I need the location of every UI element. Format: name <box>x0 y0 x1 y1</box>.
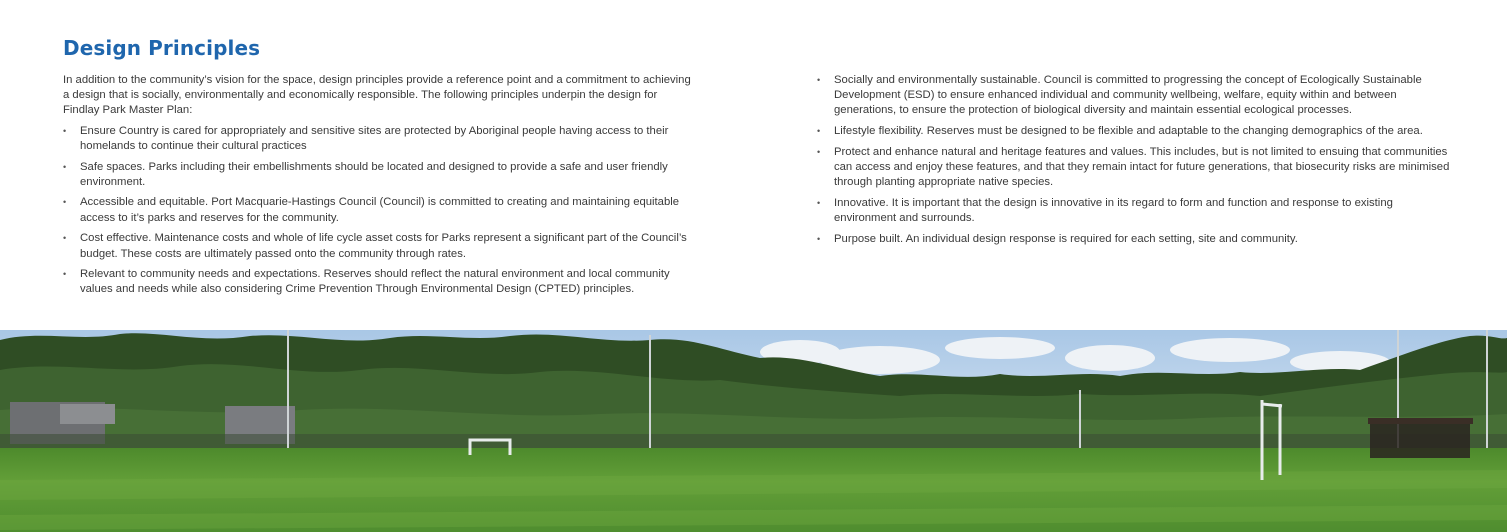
park-photo <box>0 330 1507 532</box>
principle-item: • Innovative. It is important that the design is innovative in its regard to form and function and response to existing environment and surrounds. <box>817 196 1452 226</box>
principle-item: • Purpose built. An individual design response is required for each setting, site and community. <box>817 232 1452 247</box>
page-title: Design Principles <box>63 36 261 60</box>
principle-item: • Lifestyle flexibility. Reserves must be designed to be flexible and adaptable to the changing demographics of the area. <box>817 124 1452 139</box>
principle-item: • Accessible and equitable. Port Macquarie-Hastings Council (Council) is committed to creating and maintaining equitable access to it’s parks and reserves for the community. <box>63 195 693 225</box>
principles-list-left <box>63 124 693 298</box>
right-column <box>817 73 1452 253</box>
left-column <box>63 73 693 303</box>
principle-item: • Relevant to community needs and expectations. Reserves should reflect the natural environment and local community values and needs while also considering Crime Prevention Through Environmental Design (CPTED) principles. <box>63 267 693 297</box>
principle-item: • Protect and enhance natural and heritage features and values. This includes, but is not limited to ensuing that communities can access and enjoy these features, and that they remain intact for future generations, that biosecurity risks are minimised through planting appropriate native species. <box>817 145 1452 191</box>
principle-item: • Safe spaces. Parks including their embellishments should be located and designed to provide a safe and user friendly environment. <box>63 160 693 190</box>
principle-item: • Cost effective. Maintenance costs and whole of life cycle asset costs for Parks represent a significant part of the Council’s budget. These costs are ultimately passed onto the community through rates. <box>63 231 693 261</box>
intro-paragraph: In addition to the community’s vision for the space, design principles provide a reference point and a commitment to achieving a design that is socially, environmentally and economically responsible. The following principles underpin the design for Findlay Park Master Plan: <box>63 74 691 117</box>
shelter <box>1368 418 1473 458</box>
principle-item: • Ensure Country is cared for appropriately and sensitive sites are protected by Aboriginal people having access to their homelands to continue their cultural practices <box>63 124 693 154</box>
sports-field-image <box>0 330 1507 532</box>
principle-item: • Socially and environmentally sustainable. Council is committed to progressing the concept of Ecologically Sustainable Development (ESD) to ensure enhanced individual and community wellbeing, welfare, equity within and between generations, to ensure the protection of biological diversity and maintain essential ecological processes. <box>817 73 1452 119</box>
principles-list-right <box>817 73 1452 247</box>
